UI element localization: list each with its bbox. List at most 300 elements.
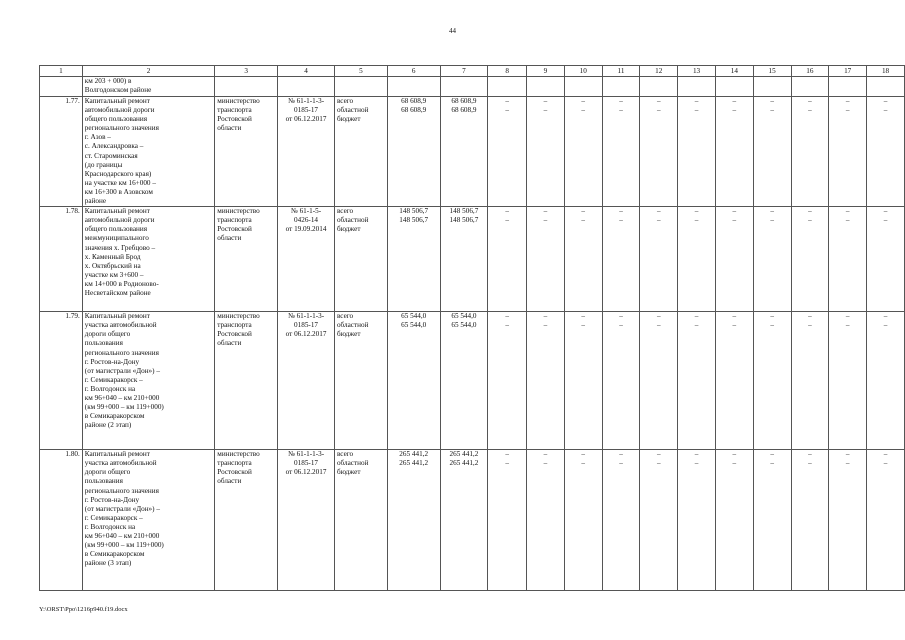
empty-amount-cell <box>867 312 905 450</box>
cell-line: на участке км 16+000 – <box>84 178 156 187</box>
cell-line: – <box>808 312 812 321</box>
cell-line: министерство <box>217 97 260 105</box>
cell-line: – <box>770 450 774 459</box>
column-number: 10 <box>564 66 602 77</box>
column-number: 5 <box>334 66 387 77</box>
empty-amount-cell <box>678 97 716 207</box>
cell-line: – <box>732 459 737 468</box>
cell-line: 65 544,0 <box>451 321 477 330</box>
cell-line: Капитальный ремонт <box>84 450 150 459</box>
cell-line: министерство <box>217 207 260 216</box>
cell-line: – <box>883 321 888 330</box>
column-number: 9 <box>527 66 565 77</box>
column-number: 6 <box>387 66 440 77</box>
cell-line: министерство <box>217 312 260 321</box>
cell-line: – <box>845 106 850 115</box>
cell-line: г. Ростов-на-Дону <box>84 495 140 504</box>
cell-line: 148 506,7 <box>449 216 479 225</box>
cell-line: Капитальный ремонт <box>84 207 150 216</box>
project-name <box>82 450 214 591</box>
column-number: 8 <box>488 66 527 77</box>
amount-total <box>387 450 440 591</box>
cell-line: – <box>808 207 812 216</box>
cell-line: общего пользования <box>84 115 148 124</box>
cell-line: (км 99+000 – км 119+000) <box>84 541 164 550</box>
table-row <box>40 312 905 450</box>
cell-line: 65 544,0 <box>451 312 477 321</box>
column-number: 18 <box>867 66 905 77</box>
cell-line: дороги общего <box>84 330 131 339</box>
cell-line: – <box>770 207 774 216</box>
cell-line: Краснодарского края) <box>84 169 152 178</box>
empty-amount-cell <box>488 97 527 207</box>
cell-line: регионального значения <box>84 348 159 357</box>
cell-line: – <box>581 97 585 105</box>
cell-line: бюджет <box>336 330 361 339</box>
cell-line: – <box>694 207 699 216</box>
cell-line: 148 506,7 <box>399 216 429 225</box>
table-cell <box>527 77 565 97</box>
cell-line: – <box>543 216 548 225</box>
cell-line: – <box>694 312 699 321</box>
cell-line: межмуниципального <box>84 234 149 243</box>
cell-line: – <box>845 216 850 225</box>
budget-table <box>39 65 905 591</box>
cell-line: 68 608,9 <box>401 97 427 105</box>
cell-line: км 203 + 000) в <box>84 77 132 85</box>
cell-line: 65 544,0 <box>401 321 427 330</box>
cell-line: – <box>694 97 699 105</box>
cell-line: министерство <box>217 450 260 459</box>
cell-line: областной <box>336 321 369 330</box>
cell-line: бюджет <box>336 468 361 477</box>
cell-line: 265 441,2 <box>449 450 479 459</box>
cell-line: 68 608,9 <box>451 97 477 105</box>
cell-line: № 61-1-1-3- <box>287 312 325 321</box>
column-number: 12 <box>640 66 678 77</box>
cell-line: – <box>845 97 850 105</box>
column-number: 14 <box>715 66 753 77</box>
cell-line: Волгодонском районе <box>84 86 152 95</box>
amount-year <box>440 312 488 450</box>
cell-line: – <box>543 207 548 216</box>
cell-line: автомобильной дороги <box>84 106 155 115</box>
cell-line: регионального значения <box>84 486 159 495</box>
cell-line: – <box>808 321 812 330</box>
table-cell <box>387 77 440 97</box>
empty-amount-cell <box>527 450 565 591</box>
cell-line: – <box>581 312 585 321</box>
cell-line: регионального значения <box>84 124 159 133</box>
cell-line: 265 441,2 <box>399 450 429 459</box>
table-cell <box>602 77 640 97</box>
cell-line: районе (3 этап) <box>84 559 132 568</box>
cell-line: пользования <box>84 339 123 348</box>
empty-amount-cell <box>602 97 640 207</box>
cell-line: участка автомобильной <box>84 459 157 468</box>
cell-line: – <box>656 106 661 115</box>
cell-line: области <box>217 339 242 348</box>
cell-line: г. Семикаракорск – <box>84 513 143 522</box>
cell-line: – <box>543 321 548 330</box>
cell-line: 0185-17 <box>294 321 319 330</box>
empty-amount-cell <box>564 207 602 312</box>
cell-line: – <box>732 216 737 225</box>
empty-amount-cell <box>829 207 867 312</box>
table-cell <box>753 77 791 97</box>
empty-amount-cell <box>867 97 905 207</box>
cell-line: – <box>619 207 623 216</box>
cell-line: – <box>770 216 774 225</box>
column-number: 7 <box>440 66 488 77</box>
cell-line: районе (2 этап) <box>84 421 132 430</box>
empty-amount-cell <box>753 450 791 591</box>
cell-line: 148 506,7 <box>399 207 429 216</box>
cell-line: Ростовской <box>217 330 252 339</box>
cell-line: – <box>808 106 812 115</box>
cell-line: – <box>581 106 585 115</box>
cell-line: – <box>619 312 623 321</box>
funding-source <box>334 207 387 312</box>
cell-line: – <box>581 450 585 459</box>
empty-amount-cell <box>640 207 678 312</box>
cell-line: – <box>694 106 699 115</box>
table-cell <box>278 77 335 97</box>
funding-source <box>334 97 387 207</box>
cell-line: № 61-1-1-3- <box>287 97 325 105</box>
empty-amount-cell <box>564 312 602 450</box>
cell-line: – <box>581 321 585 330</box>
cell-line: – <box>883 106 888 115</box>
cell-line: – <box>505 207 509 216</box>
table-row <box>40 450 905 591</box>
cell-line: Несветайском районе <box>84 288 151 297</box>
amount-total <box>387 207 440 312</box>
empty-amount-cell <box>640 312 678 450</box>
cell-line: участка автомобильной <box>84 321 157 330</box>
cell-line: – <box>883 459 888 468</box>
column-number: 3 <box>215 66 278 77</box>
document-ref <box>278 450 335 591</box>
empty-amount-cell <box>527 97 565 207</box>
empty-amount-cell <box>715 450 753 591</box>
amount-total <box>387 97 440 207</box>
cell-line: – <box>694 459 699 468</box>
cell-line: от 06.12.2017 <box>285 330 327 339</box>
cell-line: от 06.12.2017 <box>285 468 327 477</box>
row-number: 1.79. <box>40 312 83 450</box>
empty-amount-cell <box>829 312 867 450</box>
empty-amount-cell <box>791 312 829 450</box>
cell-line: (от магистрали «Дон») – <box>84 366 160 375</box>
cell-line: – <box>505 97 509 105</box>
amount-total <box>387 312 440 450</box>
empty-amount-cell <box>715 312 753 450</box>
cell-line: Капитальный ремонт <box>84 312 150 321</box>
table-cell <box>215 77 278 97</box>
cell-line: (от магистрали «Дон») – <box>84 504 160 513</box>
cell-line: общего пользования <box>84 225 148 234</box>
empty-amount-cell <box>791 97 829 207</box>
cell-line: – <box>732 207 737 216</box>
page-number: 44 <box>449 27 456 35</box>
cell-line: 68 608,9 <box>401 106 427 115</box>
cell-line: – <box>883 312 888 321</box>
cell-line: – <box>732 312 737 321</box>
cell-line: – <box>808 97 812 105</box>
cell-line: транспорта <box>217 216 252 225</box>
cell-line: – <box>770 312 774 321</box>
cell-line: ст. Староминская <box>84 151 138 160</box>
empty-amount-cell <box>602 450 640 591</box>
cell-line: транспорта <box>217 321 252 330</box>
cell-line: всего <box>336 312 354 321</box>
table-cell <box>867 77 905 97</box>
column-number: 17 <box>829 66 867 77</box>
cell-line: – <box>732 450 737 459</box>
cell-line: – <box>656 312 661 321</box>
project-name <box>82 207 214 312</box>
table-cell <box>829 77 867 97</box>
cell-line: – <box>656 321 661 330</box>
cell-line: – <box>581 216 585 225</box>
table-cell <box>488 77 527 97</box>
cell-line: – <box>543 312 548 321</box>
column-number: 15 <box>753 66 791 77</box>
empty-amount-cell <box>791 450 829 591</box>
cell-line: – <box>808 216 812 225</box>
empty-amount-cell <box>488 450 527 591</box>
cell-line: г. Азов – <box>84 133 111 142</box>
cell-line: – <box>808 450 812 459</box>
amount-year <box>440 450 488 591</box>
organization <box>215 207 278 312</box>
empty-amount-cell <box>640 97 678 207</box>
cell-line: Ростовской <box>217 115 252 124</box>
project-name <box>82 97 214 207</box>
table-cell <box>715 77 753 97</box>
cell-line: г. Ростов-на-Дону <box>84 357 140 366</box>
empty-amount-cell <box>678 207 716 312</box>
cell-line: – <box>581 207 585 216</box>
empty-amount-cell <box>640 450 678 591</box>
cell-line: – <box>732 106 737 115</box>
continuation-row <box>40 77 905 97</box>
cell-line: – <box>543 459 548 468</box>
table-row <box>40 97 905 207</box>
document-ref <box>278 312 335 450</box>
empty-amount-cell <box>564 97 602 207</box>
cell-line: 65 544,0 <box>401 312 427 321</box>
cell-line: – <box>619 459 623 468</box>
empty-amount-cell <box>829 97 867 207</box>
cell-line: – <box>619 450 623 459</box>
cell-line: – <box>845 321 850 330</box>
column-number-row <box>40 66 905 77</box>
empty-amount-cell <box>753 97 791 207</box>
document-ref <box>278 207 335 312</box>
column-number: 1 <box>40 66 83 77</box>
cell-line: транспорта <box>217 459 252 468</box>
cell-line: км 14+000 в Родионово- <box>84 279 159 288</box>
table-cell <box>40 77 83 97</box>
funding-source <box>334 450 387 591</box>
empty-amount-cell <box>753 312 791 450</box>
cell-line: от 19.09.2014 <box>285 225 327 234</box>
cell-line: № 61-1-5- <box>290 207 322 216</box>
cell-line: – <box>505 321 509 330</box>
cell-line: км 16+300 в Азовском <box>84 187 153 196</box>
cell-line: – <box>505 216 509 225</box>
cell-line: км 96+040 – км 210+000 <box>84 531 160 540</box>
cell-line: – <box>543 106 548 115</box>
table-cell <box>791 77 829 97</box>
cell-line: – <box>845 450 850 459</box>
cell-line: – <box>770 459 774 468</box>
cell-line: – <box>505 459 509 468</box>
empty-amount-cell <box>867 207 905 312</box>
cell-line: – <box>883 207 888 216</box>
cell-line: Ростовской <box>217 225 252 234</box>
cell-line: бюджет <box>336 225 361 234</box>
empty-amount-cell <box>488 207 527 312</box>
cell-line: области <box>217 124 242 133</box>
empty-amount-cell <box>527 207 565 312</box>
project-name <box>82 312 214 450</box>
cell-line: пользования <box>84 477 123 486</box>
cell-line: – <box>883 450 888 459</box>
amount-year <box>440 97 488 207</box>
cell-line: – <box>770 106 774 115</box>
cell-line: км 96+040 – км 210+000 <box>84 393 160 402</box>
cell-line: дороги общего <box>84 468 131 477</box>
empty-amount-cell <box>715 207 753 312</box>
cell-line: районе <box>84 197 107 206</box>
cell-line: значения х. Гребцово – <box>84 243 156 252</box>
empty-amount-cell <box>678 312 716 450</box>
cell-line: – <box>845 312 850 321</box>
column-number: 2 <box>82 66 214 77</box>
cell-line: – <box>619 216 623 225</box>
cell-line: – <box>808 459 812 468</box>
cell-line: 265 441,2 <box>449 459 479 468</box>
table-cell <box>82 77 214 97</box>
cell-line: Капитальный ремонт <box>84 97 150 105</box>
cell-line: – <box>505 312 509 321</box>
cell-line: г. Волгодонск на <box>84 384 136 393</box>
row-number: 1.80. <box>40 450 83 591</box>
cell-line: – <box>505 106 509 115</box>
row-number: 1.77. <box>40 97 83 207</box>
empty-amount-cell <box>488 312 527 450</box>
cell-line: всего <box>336 450 354 459</box>
cell-line: – <box>619 321 623 330</box>
cell-line: области <box>217 234 242 243</box>
column-number: 11 <box>602 66 640 77</box>
cell-line: в Семикаракорском <box>84 550 145 559</box>
column-number: 4 <box>278 66 335 77</box>
cell-line: с. Александровка – <box>84 142 144 151</box>
cell-line: – <box>770 321 774 330</box>
cell-line: – <box>732 321 737 330</box>
empty-amount-cell <box>829 450 867 591</box>
cell-line: всего <box>336 97 354 105</box>
table-cell <box>564 77 602 97</box>
cell-line: 148 506,7 <box>449 207 479 216</box>
document-ref <box>278 97 335 207</box>
empty-amount-cell <box>678 450 716 591</box>
cell-line: г. Семикаракорск – <box>84 375 143 384</box>
table-row <box>40 207 905 312</box>
empty-amount-cell <box>602 312 640 450</box>
cell-line: – <box>543 97 548 105</box>
cell-line: – <box>694 216 699 225</box>
funding-source <box>334 312 387 450</box>
cell-line: транспорта <box>217 106 252 115</box>
empty-amount-cell <box>564 450 602 591</box>
cell-line: г. Волгодонск на <box>84 522 136 531</box>
empty-amount-cell <box>867 450 905 591</box>
cell-line: – <box>883 216 888 225</box>
cell-line: – <box>656 459 661 468</box>
cell-line: х. Каменный Брод <box>84 252 141 261</box>
cell-line: – <box>656 216 661 225</box>
cell-line: области <box>217 477 242 486</box>
column-number: 13 <box>678 66 716 77</box>
organization <box>215 97 278 207</box>
column-number: 16 <box>791 66 829 77</box>
empty-amount-cell <box>602 207 640 312</box>
cell-line: автомобильной дороги <box>84 216 155 225</box>
table-cell <box>440 77 488 97</box>
cell-line: – <box>732 97 737 105</box>
cell-line: – <box>883 97 888 105</box>
cell-line: – <box>505 450 509 459</box>
cell-line: – <box>656 450 661 459</box>
cell-line: 0426-14 <box>294 216 319 225</box>
cell-line: – <box>694 450 699 459</box>
cell-line: областной <box>336 216 369 225</box>
table-cell <box>678 77 716 97</box>
cell-line: – <box>656 97 661 105</box>
amount-year <box>440 207 488 312</box>
cell-line: в Семикаракорском <box>84 412 145 421</box>
cell-line: – <box>656 207 661 216</box>
cell-line: – <box>845 207 850 216</box>
cell-line: (до границы <box>84 160 123 169</box>
table-cell <box>640 77 678 97</box>
file-path-footer: Y:\ORST\Ppo\1216p940.f19.docx <box>39 606 128 613</box>
cell-line: – <box>770 97 774 105</box>
cell-line: 265 441,2 <box>399 459 429 468</box>
cell-line: – <box>543 450 548 459</box>
cell-line: областной <box>336 459 369 468</box>
cell-line: бюджет <box>336 115 361 124</box>
cell-line: участке км 3+600 – <box>84 270 144 279</box>
cell-line: х. Октябрьский на <box>84 261 141 270</box>
cell-line: – <box>581 459 585 468</box>
cell-line: – <box>845 459 850 468</box>
cell-line: 0185-17 <box>294 459 319 468</box>
table-cell <box>334 77 387 97</box>
cell-line: – <box>619 106 623 115</box>
cell-line: Ростовской <box>217 468 252 477</box>
empty-amount-cell <box>715 97 753 207</box>
cell-line: – <box>619 97 623 105</box>
cell-line: 68 608,9 <box>451 106 477 115</box>
cell-line: – <box>694 321 699 330</box>
empty-amount-cell <box>791 207 829 312</box>
